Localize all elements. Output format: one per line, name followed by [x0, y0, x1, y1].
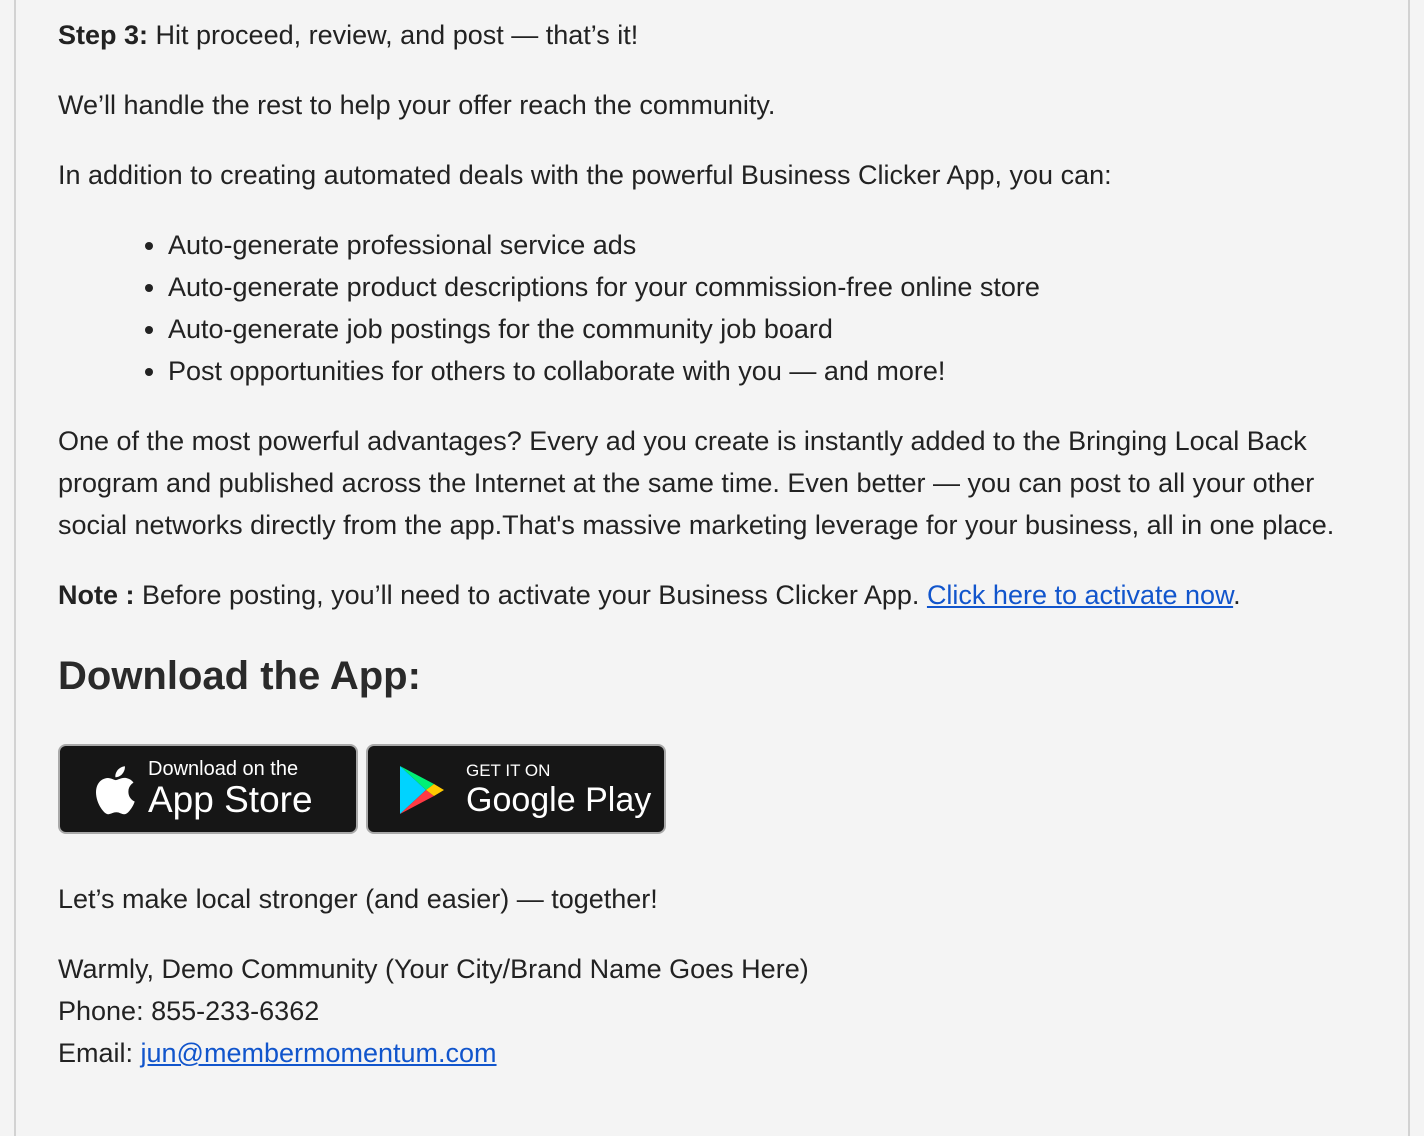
activate-link[interactable]: Click here to activate now	[926, 580, 1234, 610]
closing-paragraph: Let’s make local stronger (and easier) — together!	[58, 884, 658, 914]
list-item: • Auto-generate product descriptions for your commission-free online store	[168, 266, 1378, 308]
email-label: Email:	[58, 1038, 141, 1068]
signature-email-line	[58, 1032, 1378, 1074]
email-link[interactable]: jun@membermomentum.com	[140, 1038, 497, 1068]
email-content	[58, 14, 1378, 1074]
handle-paragraph: We’ll handle the rest to help your offer reach the community.	[58, 90, 776, 120]
email-body-frame	[14, 0, 1410, 1136]
note-text: Before posting, you’ll need to activate your Business Clicker App.	[134, 580, 927, 610]
signature-phone: Phone: 855-233-6362	[58, 996, 320, 1026]
google-play-small-text: GET IT ON	[466, 761, 551, 780]
note-paragraph	[58, 574, 1378, 616]
advantages-paragraph: One of the most powerful advantages? Every ad you create is instantly added to the Bringing Local Back program and published across the Internet at the same time. Even better — you can post to all your other social networks directly from the app.That's massive marketing leverage for your business, all in one place.	[58, 426, 1335, 540]
step-3-paragraph	[58, 14, 1378, 56]
list-item: • Auto-generate job postings for the community job board	[168, 308, 1378, 350]
play-triangle-icon	[398, 764, 446, 828]
signature-block	[58, 948, 1378, 1074]
app-store-button[interactable]	[58, 744, 358, 834]
step-3-label: Step 3:	[58, 20, 149, 50]
note-label: Note :	[58, 580, 135, 610]
app-store-big-text: App Store	[148, 779, 313, 820]
addition-paragraph: In addition to creating automated deals with the powerful Business Clicker App, you can:	[58, 160, 1112, 190]
step-3-text: Hit proceed, review, and post — that’s it!	[148, 20, 639, 50]
apple-icon	[92, 764, 136, 828]
download-heading: Download the App:	[58, 654, 421, 698]
signature-warmly: Warmly, Demo Community (Your City/Brand Name Goes Here)	[58, 954, 809, 984]
list-item: • Post opportunities for others to collaborate with you — and more!	[168, 350, 1378, 392]
google-play-big-text: Google Play	[466, 781, 652, 819]
note-period: .	[1233, 580, 1241, 610]
list-item: • Auto-generate professional service ads	[168, 224, 1378, 266]
google-play-button[interactable]	[366, 744, 666, 834]
feature-list	[58, 224, 1378, 392]
store-badges	[58, 744, 1378, 834]
app-store-small-text: Download on the	[148, 758, 299, 780]
